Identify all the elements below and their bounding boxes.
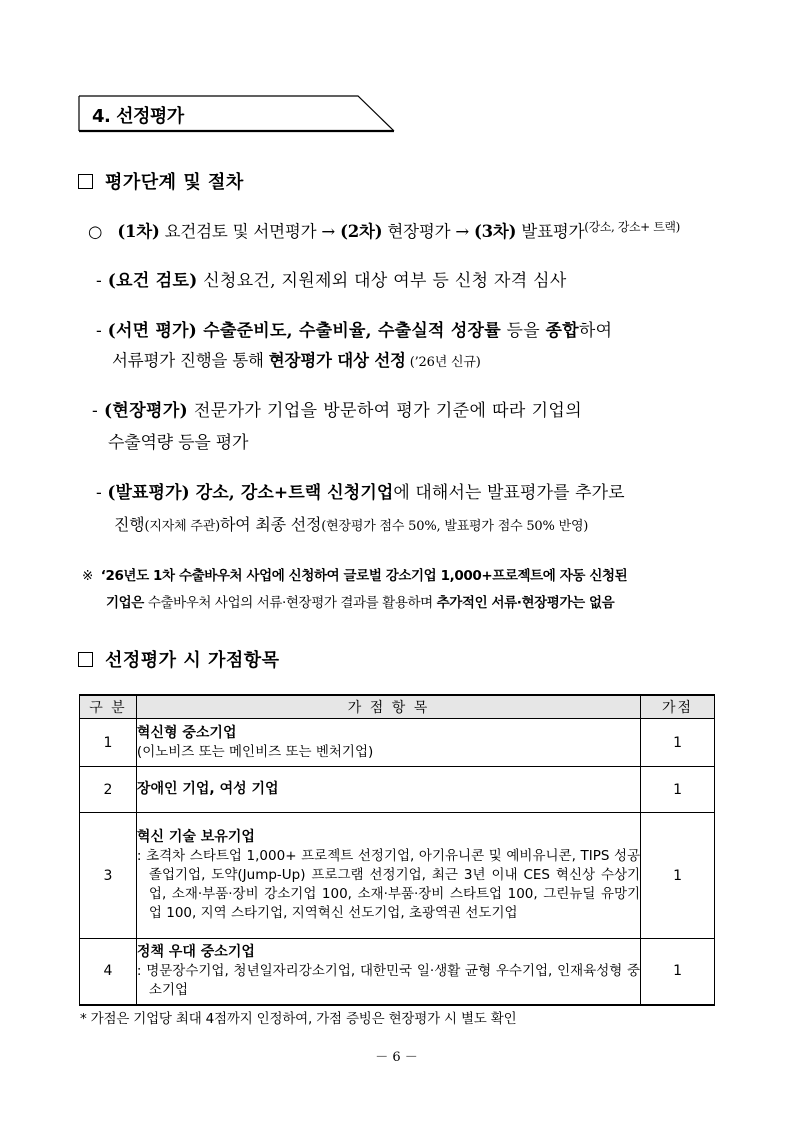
section-title-banner [78, 95, 396, 133]
item-label: (서면 평가) [107, 321, 198, 341]
header-score: 가점 [641, 695, 715, 719]
notice-emphasis: 추가적인 서류·현장평가는 없음 [436, 595, 615, 611]
notice-text: 수출바우처 사업의 서류·현장평가 결과를 활용하며 [143, 595, 437, 611]
step2-text: 현장평가 → [382, 222, 475, 241]
header-category: 구 분 [80, 695, 137, 719]
step2-label: (2차) [340, 222, 383, 241]
item-label: (현장평가) [103, 401, 189, 421]
row-item [136, 939, 640, 1005]
row-score: 1 [641, 939, 715, 1005]
row-number: 2 [80, 767, 137, 813]
dash: - [96, 271, 108, 291]
item-text-end: 하여 [578, 321, 613, 341]
item-requirement-review [96, 266, 567, 291]
header-item: 가 점 항 목 [136, 695, 640, 719]
item-text: 신청요건, 지원제외 대상 여부 등 신청 자격 심사 [197, 271, 567, 291]
dash: - [96, 321, 108, 341]
table-row [80, 813, 715, 939]
row-score: 1 [641, 813, 715, 939]
item-document-review [96, 316, 612, 341]
row-desc: : 명문장수기업, 청년일자리강소기업, 대한민국 일·생활 균형 우수기업, 인재육성형 중소기업 [136, 962, 641, 998]
notice-line1 [82, 564, 627, 584]
heading-evaluation-steps [78, 168, 244, 194]
table-row [80, 939, 715, 1005]
item-criteria: 수출준비도, 수출비율, 수출실적 성장률 [197, 321, 501, 341]
section-title: 4. 선정평가 [92, 106, 184, 127]
dash: - [92, 401, 104, 421]
item-paren: (지자체 주관) [144, 519, 220, 534]
item-text-b: 하여 최종 선정 [219, 515, 322, 534]
step3-label: (3차) [474, 222, 517, 241]
item-text: 에 대해서는 발표평가를 추가로 [393, 483, 625, 503]
bonus-points-table [79, 694, 715, 1006]
item-document-review-line2 [112, 347, 481, 371]
row-title: 장애인 기업, 여성 기업 [136, 781, 279, 797]
item-criteria: 강소, 강소+트랙 신청기업 [189, 483, 394, 503]
item-text: 전문가가 기업을 방문하여 평가 기준에 따라 기업의 [188, 401, 583, 421]
footnote: * 가점은 기업당 최대 4점까지 인정하여, 가점 증빙은 현장평가 시 별도 확인 [80, 1011, 517, 1027]
item-text: 서류평가 진행을 통해 [112, 351, 269, 370]
step3-text: 발표평가 [516, 222, 585, 241]
item-label: (요건 검토) [107, 271, 198, 291]
row-title: 혁신 기술 보유기업 [136, 829, 255, 845]
step3-note: (강소, 강소+ 트랙) [584, 220, 680, 234]
row-desc: (이노비즈 또는 메인비즈 또는 벤처기업) [136, 743, 374, 760]
notice-text: ‘26년도 1차 수출바우처 사업에 신청하여 글로벌 강소기업 1,000+프로젝트에 자동 신청된 [100, 568, 628, 584]
circle-bullet-icon: ○ [88, 222, 103, 241]
row-number: 4 [80, 939, 137, 1005]
evaluation-flow [88, 218, 680, 242]
item-presentation-review [96, 478, 625, 503]
heading-text: 평가단계 및 절차 [105, 172, 244, 193]
item-emphasis: 종합 [545, 321, 579, 341]
item-text: 수출역량 등을 평가 [108, 433, 249, 453]
item-text: 진행 [114, 515, 145, 534]
row-score: 1 [641, 719, 715, 767]
item-text: 등을 [500, 321, 546, 341]
item-emphasis: 현장평가 대상 선정 [268, 351, 406, 370]
row-item [136, 719, 640, 767]
row-item [136, 767, 640, 813]
page-number: － 6 － [375, 1050, 418, 1065]
checkbox-square-icon [78, 652, 93, 667]
item-note: (현장평가 점수 50%, 발표평가 점수 50% 반영) [321, 519, 589, 534]
heading-text: 선정평가 시 가점항목 [105, 650, 280, 671]
notice-line2 [106, 591, 614, 611]
row-item [136, 813, 640, 939]
item-onsite-review [92, 396, 582, 421]
table-row [80, 719, 715, 767]
row-number: 1 [80, 719, 137, 767]
step1-text: 요건검토 및 서면평가 → [159, 222, 341, 241]
row-score: 1 [641, 767, 715, 813]
table-row [80, 767, 715, 813]
checkbox-square-icon [78, 174, 93, 189]
row-title: 혁신형 중소기업 [136, 724, 237, 741]
item-label: (발표평가) [107, 483, 190, 503]
reference-mark-icon: ※ [82, 568, 93, 584]
dash: - [96, 483, 108, 503]
item-presentation-review-line2 [114, 512, 588, 535]
step1-label: (1차) [117, 222, 160, 241]
heading-bonus-points [78, 646, 280, 672]
item-note: (’26년 신규) [405, 355, 481, 370]
row-number: 3 [80, 813, 137, 939]
table-header-row [80, 695, 715, 719]
notice-subject: 기업은 [106, 595, 144, 611]
row-desc: : 초격차 스타트업 1,000+ 프로젝트 선정기업, 아기유니콘 및 예비유니콘, TIPS 성공 졸업기업, 도약(Jump-Up) 프로그램 선정기업, 최근 3년 이내 CES 혁신상 수상기업, 소재·부품·장비 강소기업 100, 소재·부품·장비 스타트업 100, 그린뉴딜 유망기업 100, 지역 스타기업, 지역혁신 선도기업, 초광역권 선도기업 [136, 848, 641, 921]
row-title: 정책 우대 중소기업 [136, 943, 255, 960]
item-onsite-review-line2 [108, 428, 248, 453]
